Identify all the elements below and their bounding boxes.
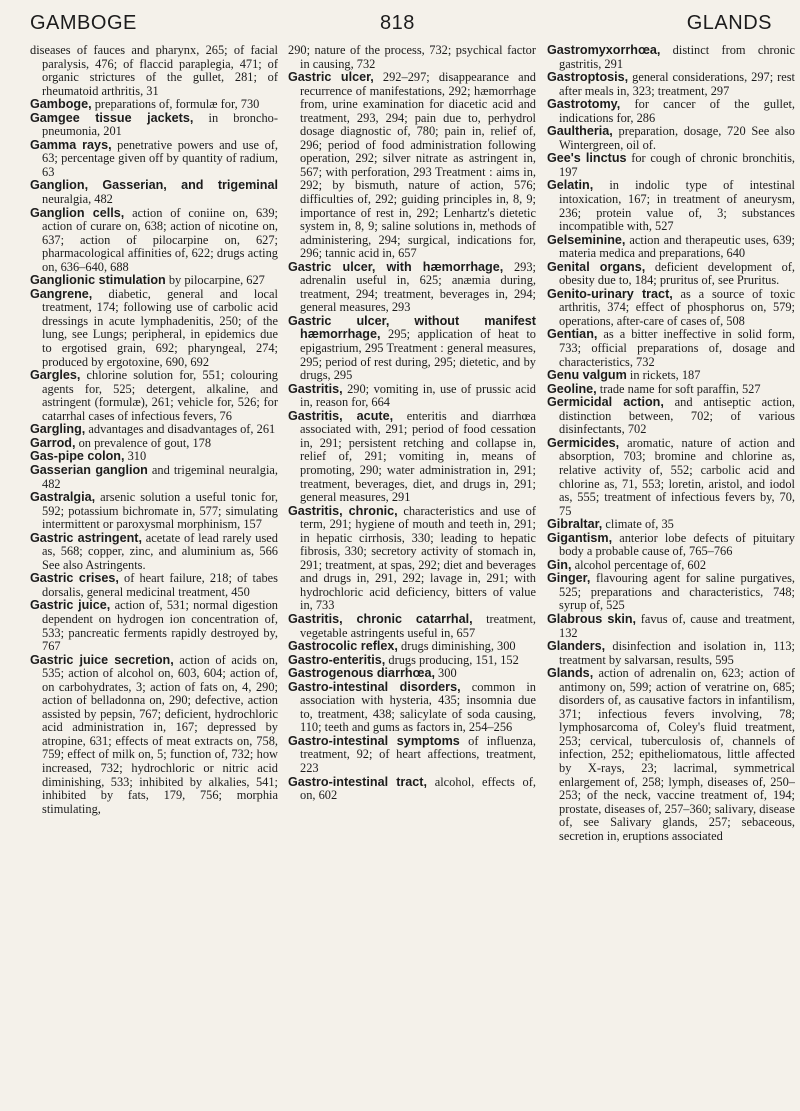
entry-headword: Gelatin,: [547, 178, 594, 193]
index-entry: [547, 518, 795, 532]
index-entry: [547, 71, 795, 98]
index-column-1: [30, 44, 278, 1104]
entry-headword: Geoline,: [547, 381, 597, 396]
entry-text: characteristics and use of term, 291; hygiene of mouth and teeth in, 291; in hepatic cirrhosis, 330; leading to hepatic fibrosis, 330; secretory activity of stomach in, 291; treatment, at spas, 292; diet and beverages and drugs in, 291, 292; lavage in, 291; with hydrochloric acid deficiency, bitters of value in, 733: [300, 503, 536, 613]
entry-headword: Gastric juice secretion,: [30, 652, 174, 667]
entry-text: as a source of toxic arthritis, 374; effect of phosphorus on, 579; operations, after-care of cases of, 508: [559, 286, 795, 328]
entry-text: and trigeminal neuralgia, 482: [42, 462, 278, 491]
entry-headword: Gastrogenous diarrhœa,: [288, 666, 435, 681]
entry-headword: Ginger,: [547, 571, 591, 586]
entry-headword: Ganglionic stimulation: [30, 273, 166, 288]
index-entry: [547, 437, 795, 518]
entry-text: 290; vomiting in, use of prussic acid in, reason for, 664: [300, 381, 536, 410]
entry-text: action of, 531; normal digestion dependent on hydrogen ion concentration of, 533; pancreatic ferments rapidly destroyed by, 767: [42, 598, 278, 654]
entry-text: climate of, 35: [602, 517, 674, 532]
entry-headword: Gastrotomy,: [547, 97, 621, 112]
index-entry: [30, 139, 278, 180]
index-entry: [288, 776, 536, 803]
index-entry: [547, 383, 795, 397]
entry-headword: Garrod,: [30, 435, 76, 450]
entry-text: alcohol, effects of, on, 602: [300, 774, 536, 803]
entry-text: by pilocarpine, 627: [165, 273, 265, 288]
index-entry: [547, 234, 795, 261]
index-entry: [30, 274, 278, 288]
index-entry: [288, 315, 536, 383]
index-entry: [547, 152, 795, 179]
entry-text: preparations of, formulæ for, 730: [91, 97, 260, 112]
entry-headword: Gastric astringent,: [30, 530, 142, 545]
entry-text: drugs producing, 151, 152: [385, 652, 519, 667]
index-entry: [288, 44, 536, 71]
entry-text: on prevalence of gout, 178: [75, 435, 212, 450]
entry-headword: Gastro-intestinal tract,: [288, 774, 427, 789]
entry-text: in indolic type of intestinal intoxication, 167; in treatment of aneurysm, 236; protein value of, 3; substances incompatible with, 527: [559, 178, 795, 234]
entry-headword: Gamma rays,: [30, 137, 112, 152]
entry-text: flavouring agent for saline purgatives, 525; preparations and characteristics, 748; syrup of, 525: [559, 571, 795, 613]
entry-text: for cancer of the gullet, indications for, 286: [559, 97, 795, 125]
index-entry: [288, 505, 536, 613]
entry-text: for cough of chronic bronchitis, 197: [559, 151, 795, 179]
entry-headword: Genu valgum: [547, 368, 627, 383]
entry-text: and antiseptic action, distinction between, 702; of various disinfectants, 702: [559, 395, 795, 437]
entry-headword: Gee's linctus: [547, 151, 627, 166]
index-entry: [288, 71, 536, 261]
entry-headword: Gigantism,: [547, 530, 613, 545]
entry-headword: Gastritis, acute,: [288, 408, 394, 423]
index-entry: [288, 410, 536, 505]
entry-headword: Germicides,: [547, 435, 620, 450]
entry-text: in broncho-pneumonia, 201: [42, 110, 278, 139]
index-entry: [30, 599, 278, 653]
index-entry: [288, 667, 536, 681]
index-entry: [30, 207, 278, 275]
index-entry: [547, 328, 795, 369]
index-entry: [30, 179, 278, 206]
index-entry: [30, 369, 278, 423]
entry-text: trade name for soft paraffin, 527: [596, 381, 761, 396]
entry-text: 300: [434, 666, 457, 681]
index-entry: [30, 572, 278, 599]
index-entry: [547, 369, 795, 383]
entry-headword: Gastralgia,: [30, 490, 96, 505]
entry-headword: Gasserian ganglion: [30, 462, 148, 477]
entry-text: 290; nature of the process, 732; psychical factor in causing, 732: [288, 44, 536, 71]
header-left-guide-word: GAMBOGE: [30, 12, 137, 34]
entry-text: general considerations, 297; rest after meals in, 323; treatment, 297: [559, 70, 795, 98]
entry-text: chlorine solution for, 551; colouring agents for, 525; detergent, alkaline, and astringent (formulæ), 261; vehicle for, 526; for catarrhal cases of infectious fevers, 76: [42, 368, 278, 423]
entry-text: action and therapeutic uses, 639; materia medica and preparations, 640: [559, 232, 795, 261]
entry-headword: Gelseminine,: [547, 232, 626, 247]
entry-headword: Genito-urinary tract,: [547, 286, 673, 301]
entry-text: aromatic, nature of action and absorption, 703; bromine and chlorine as, relative activity of, 552; carbolic acid and chlorine as, 71, 553; loretin, aristol, and iodol as, 555; treatment of infectious fevers by, 70, 75: [559, 435, 795, 518]
index-entry: [30, 464, 278, 491]
entry-headword: Germicidal action,: [547, 395, 664, 410]
entry-text: favus of, cause and treatment, 132: [559, 611, 795, 640]
entry-text: distinct from chronic gastritis, 291: [559, 44, 795, 71]
index-entry: [547, 667, 795, 843]
entry-text: common in association with hysteria, 435; insomnia due to, treatment, 438; salicylate of soda causing, 110; teeth and gums as factors in, 254–256: [300, 679, 536, 735]
index-entry: [547, 44, 795, 71]
index-entry: [30, 288, 278, 369]
index-entry: [547, 613, 795, 640]
entry-headword: Gastric crises,: [30, 571, 119, 586]
header-right-guide-word: GLANDS: [686, 12, 772, 34]
index-entry: [547, 261, 795, 288]
entry-text: action of acids on, 535; action of alcohol on, 603, 604; action of, on carbohydrates, 3; action of fats on, 4, 290; action of belladonna on, 290; defective, action assisted by pepsin, 767; deficient, hydrochloric acid administration in, 167; depressed by atropine, 631; effects of meat extracts on, 758, 759; effect of milk on, 5; function of, 732; how increased, 732; hydrochloric or nitric acid diminishing, 533; inhibited by alkalies, 541; inhibited by fats, 179, 756; morphia stimulating,: [42, 652, 278, 816]
entry-headword: Gibraltar,: [547, 517, 603, 532]
entry-text: advantages and disadvantages of, 261: [85, 422, 276, 437]
index-entry: [547, 179, 795, 233]
entry-headword: Gamgee tissue jackets,: [30, 110, 194, 125]
index-entry: [30, 44, 278, 98]
entry-text: neuralgia, 482: [42, 192, 113, 207]
entry-headword: Gin,: [547, 557, 572, 572]
index-entry: [30, 491, 278, 532]
entry-text: 310: [124, 449, 147, 464]
index-entry: [288, 640, 536, 654]
index-entry: [547, 559, 795, 573]
entry-text: disinfection and isolation in, 113; treatment by salvarsan, results, 595: [559, 639, 795, 667]
entry-text: diabetic, general and local treatment, 174; following use of carbolic acid dressings in acute lymphadenitis, 250; of the lung, see Lungs; peripheral, in epidemics due to ergotised grain, 692; pharyngeal, 274; produced by ergotoxine, 690, 692: [42, 286, 278, 369]
index-entry: [30, 437, 278, 451]
entry-text: enteritis and diarrhœa associated with, 291; period of food cessation in, 291; persistent retching and collapse in, relief of, 291; vomiting in, means of promoting, 290; water administration in, 291; treatment, beverages, diet, and drugs in, 291; general measures, 291: [300, 408, 536, 505]
entry-headword: Gastritis, chronic,: [288, 503, 398, 518]
index-entry: [547, 125, 795, 152]
entry-headword: Glands,: [547, 666, 594, 681]
index-entry: [547, 640, 795, 667]
entry-headword: Gastro-intestinal disorders,: [288, 679, 461, 694]
entry-text: of heart failure, 218; of tabes dorsalis, general medicinal treatment, 450: [42, 571, 278, 599]
entry-text: preparation, dosage, 720 See also Wintergreen, oil of.: [559, 124, 795, 152]
entry-text: alcohol percentage of, 602: [571, 557, 707, 572]
entry-headword: Gastric ulcer,: [288, 70, 374, 85]
index-entry: [30, 98, 278, 112]
entry-headword: Gargling,: [30, 422, 86, 437]
index-entry: [288, 383, 536, 410]
entry-headword: Glabrous skin,: [547, 611, 637, 626]
entry-headword: Gangrene,: [30, 286, 93, 301]
entry-text: 295; application of heat to epigastrium, 295 Treatment : general measures, 295; period of rest during, 295; dietetic, and by drugs, 295: [300, 327, 536, 383]
entry-headword: Gastritis, chronic catarrhal,: [288, 611, 473, 626]
entry-text: acetate of lead rarely used as, 568; copper, zinc, and aluminium as, 566 See also Astringents.: [42, 530, 278, 572]
entry-headword: Gastro-enteritis,: [288, 652, 386, 667]
running-header: [0, 12, 800, 42]
entry-headword: Genital organs,: [547, 259, 646, 274]
entry-text: as a bitter ineffective in solid form, 733; official preparations of, dosage and characteristics, 732: [559, 327, 795, 369]
entry-headword: Gastro-intestinal symptoms: [288, 733, 460, 748]
entry-headword: Gentian,: [547, 327, 598, 342]
index-entry: [30, 423, 278, 437]
entry-headword: Gargles,: [30, 368, 81, 383]
index-entry: [288, 735, 536, 776]
entry-text: action of coniine on, 639; action of curare on, 638; action of nicotine on, 637; action of pilocarpine on, 627; pharmacological affinities of, 622; drugs acting on, 636–640, 688: [42, 205, 278, 274]
index-entry: [288, 654, 536, 668]
entry-headword: Gamboge,: [30, 97, 92, 112]
index-column-2: [288, 44, 536, 1104]
index-entry: [288, 613, 536, 640]
index-entry: [288, 261, 536, 315]
entry-text: treatment, vegetable astringents useful in, 657: [300, 611, 536, 640]
index-entry: [30, 654, 278, 817]
entry-text: action of adrenalin on, 623; action of antimony on, 599; action of veratrine on, 685; disorders of, as causative factors in infantilism, 371; infectious fevers involving, 78; lymphosarcoma of, Coley's fluid treatment, 253; cervical, tuberculosis of, channels of infection, 252; epitheliomatous, little affected by X-rays, 23; lacrimal, symmetrical enlargement of, 258; lymph, diseases of, 250–253; of the neck, vaccine treatment of, 194; prostate, diseases of, 257–360; salivary, disease of, see Salivary glands, 257; sebaceous, secretion in, eruptions associated: [559, 666, 795, 843]
index-entry: [30, 112, 278, 139]
entry-text: 292–297; disappearance and recurrence of manifestations, 292; hæmorrhage from, urine examination for diacetic acid and treatment, 293, 294; pain due to, perhydrol dosage diagnostic of, 780; pain in, relief of, 296; period of food administration following operation, 292; silver nitrate as astringent in, 567; with perforation, 293 Treatment : aims in, 292; by bismuth, nature of action, 576; difficulties of, 292; guiding principles in, 8, 9; importance of rest in, 292; Lenhartz's dietetic system in, 8, 9; saline solutions in, methods of administering, 294; surgical, indications for, 296; tannic acid in, 657: [300, 70, 536, 261]
index-entry: [547, 98, 795, 125]
entry-headword: Gastromyxorrhœa,: [547, 44, 661, 57]
entry-headword: Gastrocolic reflex,: [288, 639, 398, 654]
entry-text: arsenic solution a useful tonic for, 592; potassium bichromate in, 577; simulating intermittent or paroxysmal morphinism, 157: [42, 490, 278, 532]
entry-text: in rickets, 187: [626, 368, 701, 383]
entry-text: drugs diminishing, 300: [397, 639, 516, 654]
entry-headword: Gaultheria,: [547, 124, 613, 139]
entry-headword: Gas-pipe colon,: [30, 449, 125, 464]
entry-headword: Glanders,: [547, 639, 606, 654]
index-entry: [547, 288, 795, 329]
entry-headword: Gastritis,: [288, 381, 343, 396]
page-number: 818: [380, 12, 415, 34]
index-entry: [30, 532, 278, 573]
entry-headword: Gastroptosis,: [547, 70, 629, 85]
entry-headword: Ganglion cells,: [30, 205, 125, 220]
index-entry: [30, 450, 278, 464]
entry-text: penetrative powers and use of, 63; percentage given off by quantity of radium, 63: [42, 137, 278, 179]
entry-headword: Gastric ulcer, without manifest hæmorrhage,: [288, 313, 536, 342]
entry-text: diseases of fauces and pharynx, 265; of facial paralysis, 476; of flaccid paraplegia, 471; of organic strictures of the gullet, 281; of rheumatoid arthritis, 31: [30, 44, 278, 98]
index-entry: [547, 396, 795, 437]
entry-text: of influenza, treatment, 92; of heart affections, treatment, 223: [300, 733, 536, 775]
entry-headword: Gastric ulcer, with hæmorrhage,: [288, 259, 504, 274]
entry-text: 293; adrenalin useful in, 625; anæmia during, treatment, 294; treatment, beverages in, 294; general measures, 293: [300, 259, 536, 315]
entry-text: deficient development of, obesity due to, 184; pruritus of, see Pruritus.: [559, 259, 795, 288]
entry-headword: Ganglion, Gasserian, and trigeminal: [30, 178, 278, 193]
index-entry: [547, 532, 795, 559]
index-entry: [547, 572, 795, 613]
index-column-3: [547, 44, 795, 1104]
entry-text: anterior lobe defects of pituitary body a probable cause of, 765–766: [559, 530, 795, 559]
entry-headword: Gastric juice,: [30, 598, 111, 613]
index-entry: [288, 681, 536, 735]
